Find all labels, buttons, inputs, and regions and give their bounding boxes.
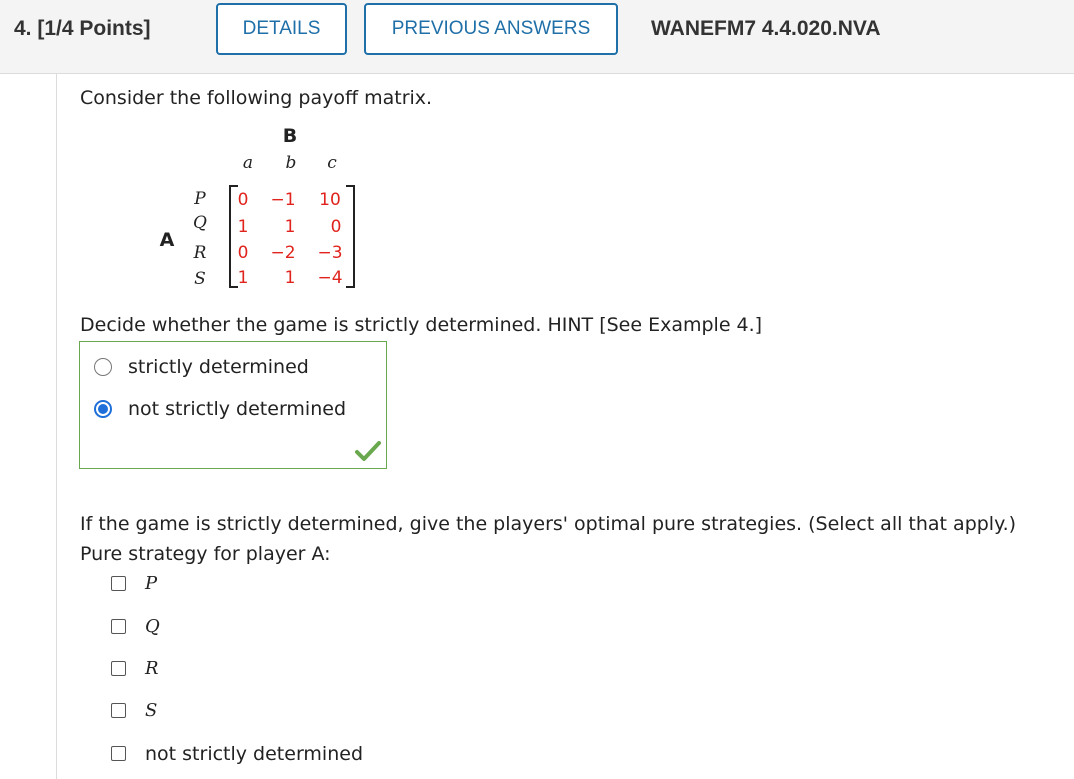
matrix-cell: −1: [270, 190, 296, 210]
checkbox-q[interactable]: [111, 619, 126, 634]
checkbox-label-p: P: [145, 573, 158, 594]
checkbox-s[interactable]: [111, 703, 126, 718]
radio-strictly-determined[interactable]: [94, 358, 112, 376]
matrix-cell: 1: [284, 217, 296, 237]
matrix-cell: 1: [237, 217, 249, 237]
details-button[interactable]: DETAILS: [216, 3, 347, 55]
matrix-cell: 0: [237, 190, 249, 210]
matrix-cell: 1: [284, 268, 296, 288]
q1-prompt: Decide whether the game is strictly determined. HINT [See Example 4.]: [80, 314, 763, 336]
checkbox-label-not-strictly-determined: not strictly determined: [145, 743, 363, 765]
checkbox-p[interactable]: [111, 576, 126, 591]
question-header: [0, 0, 1074, 74]
checkbox-label-r: R: [145, 658, 159, 679]
checkbox-r[interactable]: [111, 661, 126, 676]
col-label-c: c: [327, 153, 337, 173]
checkbox-label-q: Q: [145, 616, 160, 637]
matrix-cell: 0: [237, 243, 249, 263]
checkbox-not-strictly-determined[interactable]: [111, 746, 126, 761]
correct-check-icon: [355, 440, 381, 462]
radio-not-strictly-determined[interactable]: [94, 400, 112, 418]
matrix-cell: −3: [317, 243, 343, 263]
matrix-cell: 0: [330, 217, 342, 237]
matrix-cell: 10: [319, 190, 341, 210]
problem-code: WANEFM7 4.4.020.NVA: [651, 17, 881, 40]
previous-answers-button[interactable]: PREVIOUS ANSWERS: [364, 3, 618, 55]
matrix-cell: −2: [270, 243, 296, 263]
row-label-q: Q: [193, 213, 207, 233]
radio-label-strictly-determined: strictly determined: [128, 356, 309, 378]
q2-sub-prompt: Pure strategy for player A:: [80, 543, 331, 565]
q2-prompt: If the game is strictly determined, give the players' optimal pure strategies. (Select all that apply.): [80, 513, 1017, 535]
row-player-label: A: [159, 229, 175, 251]
row-label-r: R: [193, 243, 207, 263]
col-label-b: b: [285, 153, 297, 173]
intro-text: Consider the following payoff matrix.: [80, 87, 433, 109]
question-number: 4. [1/4 Points]: [14, 17, 151, 40]
matrix-cell: −4: [317, 268, 343, 288]
col-label-a: a: [242, 153, 254, 173]
matrix-cell: 1: [237, 268, 249, 288]
row-label-p: P: [194, 189, 206, 209]
radio-label-not-strictly-determined: not strictly determined: [128, 398, 346, 420]
row-label-s: S: [194, 269, 206, 289]
checkbox-label-s: S: [145, 700, 158, 721]
col-player-label: B: [282, 125, 298, 147]
